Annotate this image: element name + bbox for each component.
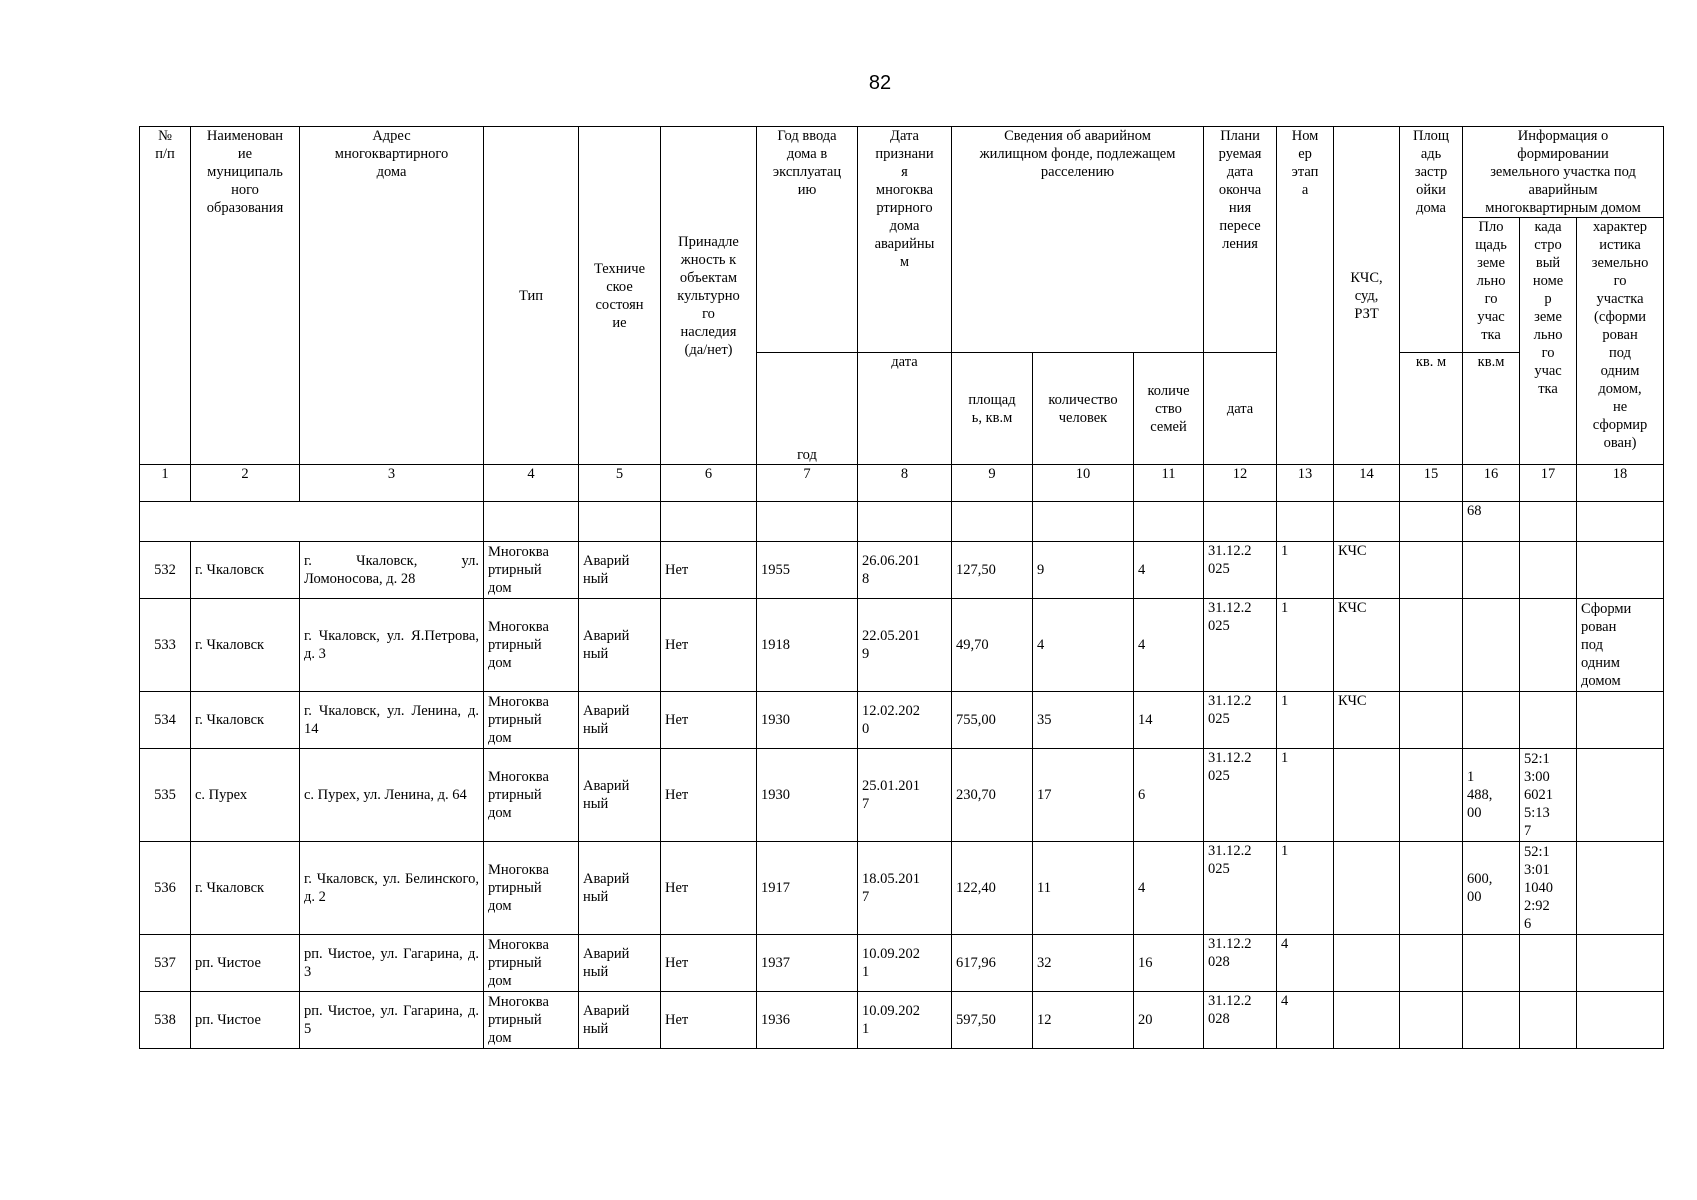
tech-state: Аварий ный	[579, 599, 661, 692]
header-planned-date: Плани руемая дата оконча ния пересе ления	[1204, 127, 1277, 353]
column-number-17: 17	[1520, 465, 1577, 502]
summary-cell	[484, 502, 579, 542]
table-row	[140, 935, 1664, 992]
kchs: КЧС	[1334, 692, 1400, 749]
land-characteristic	[1577, 935, 1664, 992]
row-number: 532	[140, 542, 191, 599]
header-families: количе ство семей	[1134, 353, 1204, 465]
heritage: Нет	[661, 542, 757, 599]
table-row	[140, 599, 1664, 692]
kchs	[1334, 935, 1400, 992]
tech-state: Аварий ный	[579, 935, 661, 992]
building-area	[1400, 692, 1463, 749]
land-area	[1463, 992, 1520, 1049]
planned-date: 31.12.2 025	[1204, 599, 1277, 692]
summary-land-area: 68	[1463, 502, 1520, 542]
kchs: КЧС	[1334, 599, 1400, 692]
column-number-11: 11	[1134, 465, 1204, 502]
year-commissioned: 1930	[757, 692, 858, 749]
stage: 1	[1277, 542, 1334, 599]
summary-cell	[1400, 502, 1463, 542]
building-area	[1400, 935, 1463, 992]
emergency-area: 597,50	[952, 992, 1033, 1049]
land-characteristic	[1577, 749, 1664, 842]
tech-state: Аварий ный	[579, 749, 661, 842]
emergency-date: 18.05.201 7	[858, 842, 952, 935]
row-number: 536	[140, 842, 191, 935]
planned-date: 31.12.2 025	[1204, 692, 1277, 749]
family-count: 6	[1134, 749, 1204, 842]
people-count: 11	[1033, 842, 1134, 935]
family-count: 14	[1134, 692, 1204, 749]
row-number: 538	[140, 992, 191, 1049]
column-number-18: 18	[1577, 465, 1664, 502]
table-row	[140, 542, 1664, 599]
people-count: 4	[1033, 599, 1134, 692]
column-number-15: 15	[1400, 465, 1463, 502]
address: рп. Чистое, ул. Гагарина, д. 5	[300, 992, 484, 1049]
building-area	[1400, 599, 1463, 692]
header-emergency-date: Дата признани я многоква ртирного дома аварийны м	[858, 127, 952, 353]
year-commissioned: 1917	[757, 842, 858, 935]
emergency-date: 10.09.202 1	[858, 992, 952, 1049]
house-type: Многоква ртирный дом	[484, 992, 579, 1049]
header-kchs: КЧС, суд, РЗТ	[1334, 127, 1400, 465]
cadastral-number	[1520, 542, 1577, 599]
land-area	[1463, 935, 1520, 992]
municipality: рп. Чистое	[191, 992, 300, 1049]
address: г. Чкаловск, ул. Я.Петрова, д. 3	[300, 599, 484, 692]
building-area	[1400, 749, 1463, 842]
page-number: 82	[868, 72, 892, 94]
emergency-date: 10.09.202 1	[858, 935, 952, 992]
land-area	[1463, 692, 1520, 749]
kchs	[1334, 749, 1400, 842]
heritage: Нет	[661, 749, 757, 842]
row-number: 534	[140, 692, 191, 749]
year-commissioned: 1937	[757, 935, 858, 992]
emergency-housing-table	[139, 126, 1664, 1049]
municipality: г. Чкаловск	[191, 842, 300, 935]
summary-cell	[1334, 502, 1400, 542]
land-characteristic	[1577, 692, 1664, 749]
municipality: рп. Чистое	[191, 935, 300, 992]
municipality: с. Пурех	[191, 749, 300, 842]
header-emergency-fund: Сведения об аварийном жилищном фонде, подлежащем расселению	[952, 127, 1204, 353]
cadastral-number	[1520, 599, 1577, 692]
building-area	[1400, 992, 1463, 1049]
header-land-area: Пло щадь земе льно го учас тка	[1463, 218, 1520, 353]
column-number-12: 12	[1204, 465, 1277, 502]
column-number-8: 8	[858, 465, 952, 502]
summary-cell	[952, 502, 1033, 542]
people-count: 17	[1033, 749, 1134, 842]
emergency-date: 12.02.202 0	[858, 692, 952, 749]
header-tech-state: Техниче ское состоян ие	[579, 127, 661, 465]
year-commissioned: 1918	[757, 599, 858, 692]
emergency-date: 26.06.201 8	[858, 542, 952, 599]
land-area: 600, 00	[1463, 842, 1520, 935]
header-date-unit: дата	[858, 353, 952, 465]
heritage: Нет	[661, 842, 757, 935]
table-row	[140, 842, 1664, 935]
column-number-6: 6	[661, 465, 757, 502]
tech-state: Аварий ный	[579, 842, 661, 935]
summary-cell	[1134, 502, 1204, 542]
header-municipality: Наименован ие муниципаль ного образования	[191, 127, 300, 465]
tech-state: Аварий ный	[579, 542, 661, 599]
planned-date: 31.12.2 028	[1204, 935, 1277, 992]
summary-cell	[1033, 502, 1134, 542]
year-commissioned: 1955	[757, 542, 858, 599]
table-row	[140, 692, 1664, 749]
land-area: 1 488, 00	[1463, 749, 1520, 842]
row-number: 535	[140, 749, 191, 842]
address: г. Чкаловск, ул. Ломоносова, д. 28	[300, 542, 484, 599]
row-number: 533	[140, 599, 191, 692]
header-building-area: Площ адь застр ойки дома	[1400, 127, 1463, 353]
row-number: 537	[140, 935, 191, 992]
stage: 1	[1277, 692, 1334, 749]
heritage: Нет	[661, 992, 757, 1049]
header-land-info: Информация о формировании земельного участка под аварийным многоквартирным домом	[1463, 127, 1664, 218]
column-number-10: 10	[1033, 465, 1134, 502]
family-count: 16	[1134, 935, 1204, 992]
kchs: КЧС	[1334, 542, 1400, 599]
emergency-area: 230,70	[952, 749, 1033, 842]
address: г. Чкаловск, ул. Белинского, д. 2	[300, 842, 484, 935]
cadastral-number	[1520, 935, 1577, 992]
summary-cell	[1520, 502, 1577, 542]
municipality: г. Чкаловск	[191, 542, 300, 599]
emergency-date: 22.05.201 9	[858, 599, 952, 692]
summary-cell	[661, 502, 757, 542]
emergency-area: 617,96	[952, 935, 1033, 992]
header-people: количество человек	[1033, 353, 1134, 465]
address: с. Пурех, ул. Ленина, д. 64	[300, 749, 484, 842]
table-row	[140, 992, 1664, 1049]
family-count: 4	[1134, 542, 1204, 599]
column-number-9: 9	[952, 465, 1033, 502]
people-count: 32	[1033, 935, 1134, 992]
cadastral-number: 52:1 3:01 1040 2:92 6	[1520, 842, 1577, 935]
column-number-5: 5	[579, 465, 661, 502]
emergency-area: 755,00	[952, 692, 1033, 749]
building-area	[1400, 842, 1463, 935]
people-count: 9	[1033, 542, 1134, 599]
summary-cell	[1577, 502, 1664, 542]
column-number-13: 13	[1277, 465, 1334, 502]
stage: 1	[1277, 842, 1334, 935]
family-count: 20	[1134, 992, 1204, 1049]
land-characteristic: Сформи рован под одним домом	[1577, 599, 1664, 692]
header-area: площад ь, кв.м	[952, 353, 1033, 465]
people-count: 35	[1033, 692, 1134, 749]
kchs	[1334, 992, 1400, 1049]
header-stage: Ном ер этап а	[1277, 127, 1334, 465]
summary-cell	[757, 502, 858, 542]
column-number-3: 3	[300, 465, 484, 502]
column-number-7: 7	[757, 465, 858, 502]
table-row	[140, 749, 1664, 842]
land-characteristic	[1577, 842, 1664, 935]
tech-state: Аварий ный	[579, 692, 661, 749]
header-number: № п/п	[140, 127, 191, 465]
municipality: г. Чкаловск	[191, 692, 300, 749]
planned-date: 31.12.2 025	[1204, 749, 1277, 842]
house-type: Многоква ртирный дом	[484, 542, 579, 599]
cadastral-number: 52:1 3:00 6021 5:13 7	[1520, 749, 1577, 842]
header-plan-date-unit: дата	[1204, 353, 1277, 465]
emergency-area: 127,50	[952, 542, 1033, 599]
year-commissioned: 1930	[757, 749, 858, 842]
column-number-1: 1	[140, 465, 191, 502]
land-characteristic	[1577, 992, 1664, 1049]
header-land-area-unit: кв.м	[1463, 353, 1520, 465]
house-type: Многоква ртирный дом	[484, 935, 579, 992]
header-year-commissioned: Год ввода дома в эксплуатац ию	[757, 127, 858, 353]
emergency-area: 49,70	[952, 599, 1033, 692]
heritage: Нет	[661, 935, 757, 992]
header-year-unit: год	[757, 353, 858, 465]
column-number-16: 16	[1463, 465, 1520, 502]
stage: 1	[1277, 749, 1334, 842]
stage: 1	[1277, 599, 1334, 692]
summary-cell	[1277, 502, 1334, 542]
stage: 4	[1277, 992, 1334, 1049]
summary-cell	[579, 502, 661, 542]
planned-date: 31.12.2 025	[1204, 542, 1277, 599]
column-number-2: 2	[191, 465, 300, 502]
tech-state: Аварий ный	[579, 992, 661, 1049]
header-address: Адрес многоквартирного дома	[300, 127, 484, 465]
house-type: Многоква ртирный дом	[484, 842, 579, 935]
summary-cell	[1204, 502, 1277, 542]
address: рп. Чистое, ул. Гагарина, д. 3	[300, 935, 484, 992]
address: г. Чкаловск, ул. Ленина, д. 14	[300, 692, 484, 749]
heritage: Нет	[661, 692, 757, 749]
summary-cell	[858, 502, 952, 542]
land-area	[1463, 542, 1520, 599]
summary-blank	[140, 502, 484, 542]
building-area	[1400, 542, 1463, 599]
year-commissioned: 1936	[757, 992, 858, 1049]
header-land-characteristic: характер истика земельно го участка (сформи рован под одним домом, не сформир ован)	[1577, 218, 1664, 465]
summary-row	[140, 502, 1664, 542]
stage: 4	[1277, 935, 1334, 992]
cadastral-number	[1520, 992, 1577, 1049]
emergency-area: 122,40	[952, 842, 1033, 935]
house-type: Многоква ртирный дом	[484, 749, 579, 842]
house-type: Многоква ртирный дом	[484, 599, 579, 692]
municipality: г. Чкаловск	[191, 599, 300, 692]
kchs	[1334, 842, 1400, 935]
people-count: 12	[1033, 992, 1134, 1049]
header-type: Тип	[484, 127, 579, 465]
land-area	[1463, 599, 1520, 692]
emergency-date: 25.01.201 7	[858, 749, 952, 842]
header-cadastre: када стро вый номе р земе льно го учас тка	[1520, 218, 1577, 465]
family-count: 4	[1134, 842, 1204, 935]
header-heritage: Принадле жность к объектам культурно го наследия (да/нет)	[661, 127, 757, 465]
land-characteristic	[1577, 542, 1664, 599]
heritage: Нет	[661, 599, 757, 692]
planned-date: 31.12.2 025	[1204, 842, 1277, 935]
family-count: 4	[1134, 599, 1204, 692]
column-number-4: 4	[484, 465, 579, 502]
house-type: Многоква ртирный дом	[484, 692, 579, 749]
cadastral-number	[1520, 692, 1577, 749]
header-build-area-unit: кв. м	[1400, 353, 1463, 465]
column-number-14: 14	[1334, 465, 1400, 502]
planned-date: 31.12.2 028	[1204, 992, 1277, 1049]
